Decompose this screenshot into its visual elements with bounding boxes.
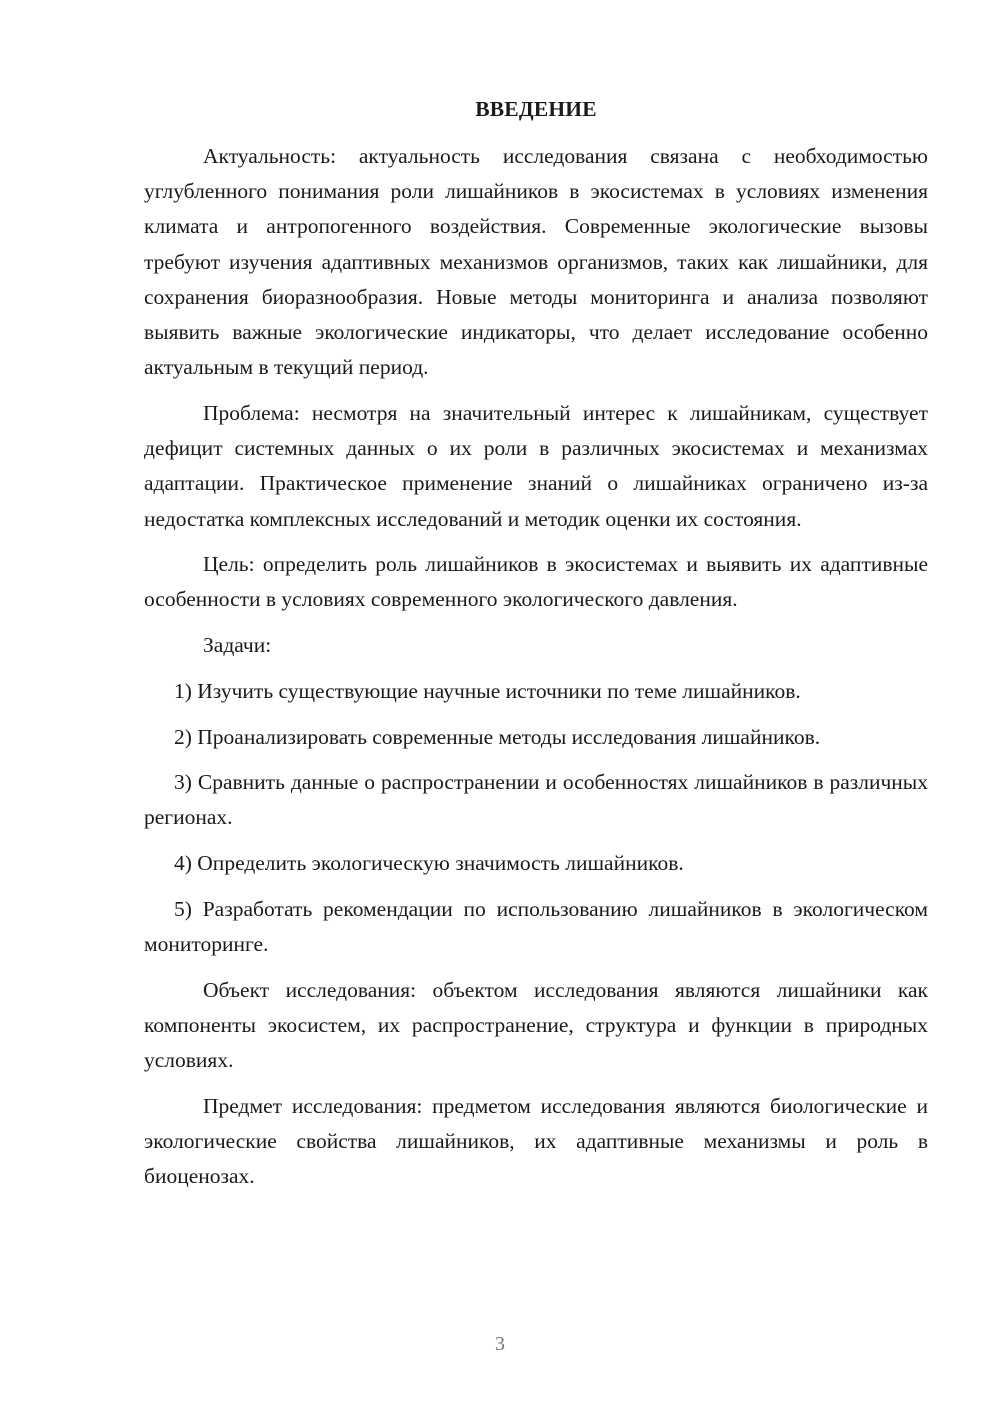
page-number: 3 [495,1333,505,1355]
section-heading: ВВЕДЕНИЕ [475,97,597,121]
task-item: 2) Проанализировать современные методы исследования лишайников. [174,724,821,749]
paragraph-goal: Цель: определить роль лишайников в экосистемах и выявить их адаптивные особенности в условиях современного экологического давления. [144,552,928,612]
paragraph-problem: Проблема: несмотря на значительный интерес к лишайникам, существует дефицит системных данных о их роли в различных экосистемах и механизмах адаптации. Практическое применение знаний о лишайниках ограничено из-за недостатка комплексных исследований и методик оценки их состояния. [144,400,928,531]
page-content [144,92,928,1205]
paragraph-subject: Предмет исследования: предметом исследования являются биологические и экологические свойства лишайников, их адаптивные механизмы и роль в биоценозах. [144,1093,928,1189]
task-item: 3) Сравнить данные о распространении и особенностях лишайников в различных регионах. [144,770,928,830]
task-item: 5) Разработать рекомендации по использованию лишайников в экологическом мониторинге. [144,896,928,957]
task-item: 1) Изучить существующие научные источники по теме лишайников. [174,678,801,703]
task-item: 4) Определить экологическую значимость лишайников. [174,851,684,876]
paragraph-object: Объект исследования: объектом исследования являются лишайники как компоненты экосистем, их распространение, структура и функции в природных условиях. [144,977,928,1073]
tasks-label: Задачи: [203,633,272,658]
paragraph-relevance: Актуальность: актуальность исследования связана с необходимостью углубленного понимания роли лишайников в экосистемах в условиях изменения климата и антропогенного воздействия. Современные экологические вызовы требуют изучения адаптивных механизмов организмов, таких как лишайники, для сохранения биоразнообразия. Новые методы мониторинга и анализа позволяют выявить важные экологические индикаторы, что делает исследование особенно актуальным в текущий период. [144,144,928,380]
